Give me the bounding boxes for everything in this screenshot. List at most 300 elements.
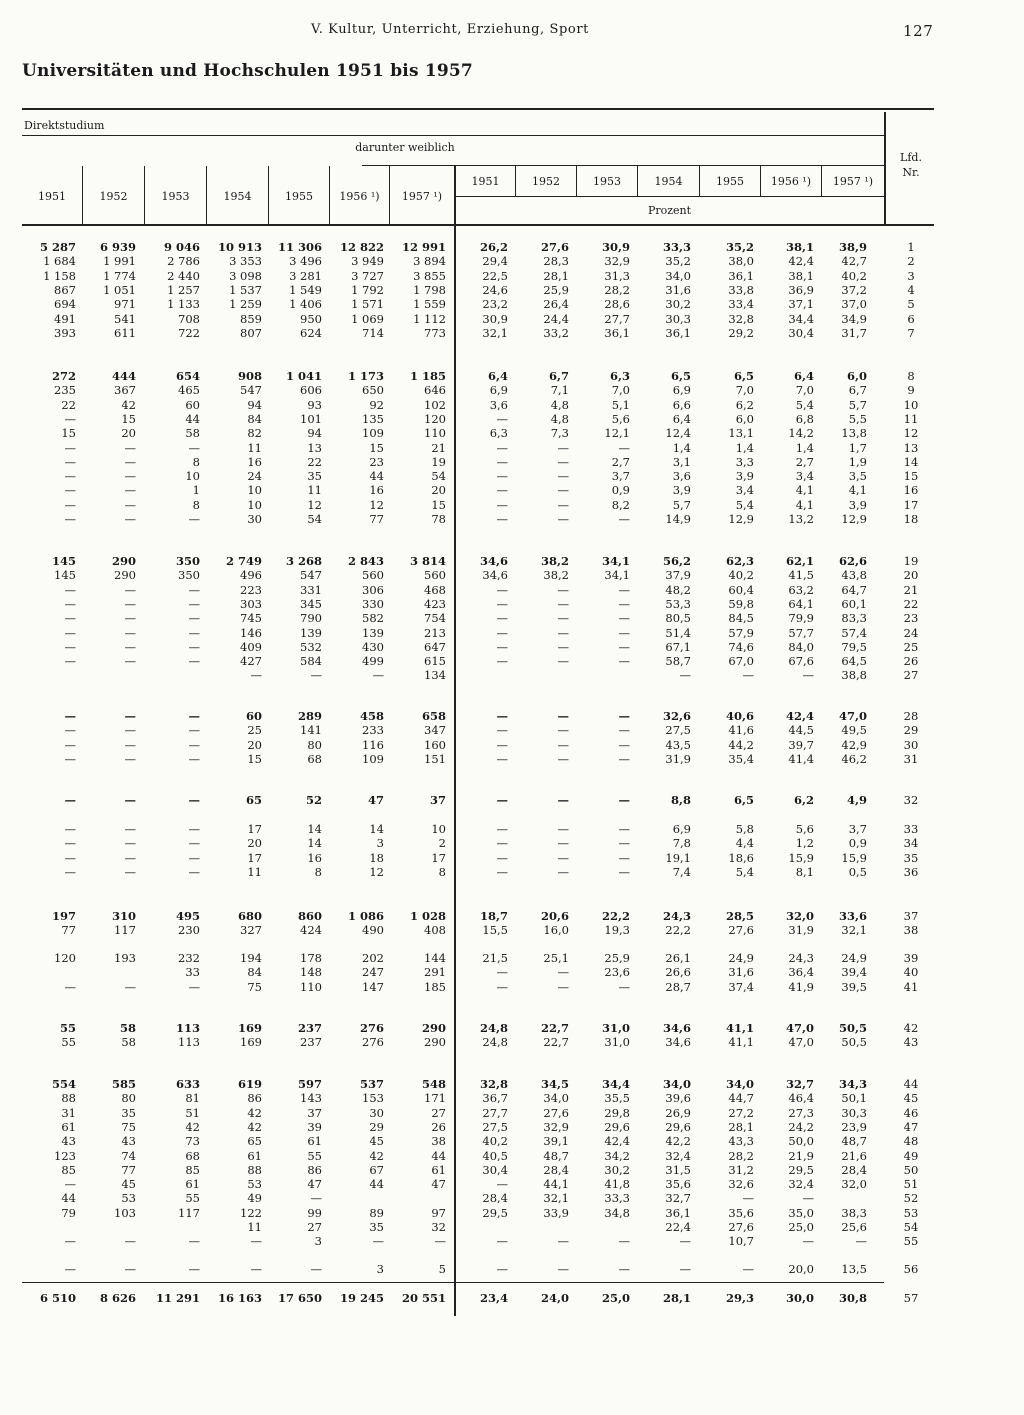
abs-value-cell: —	[64, 483, 76, 498]
abs-value-cell: 65	[245, 793, 262, 807]
pct-value-cell: —	[496, 965, 508, 980]
pct-value-cell: 15,5	[482, 923, 508, 938]
pct-value-cell: 44,1	[543, 1177, 569, 1192]
lfd-nr-cell: 36	[903, 864, 919, 879]
pct-value-cell: —	[496, 440, 508, 455]
pct-value-cell: —	[557, 454, 569, 469]
abs-value-cell: —	[124, 454, 136, 469]
pct-value-cell: —	[618, 822, 630, 836]
abs-value-cell: 8	[314, 864, 322, 879]
table-row	[0, 326, 1024, 340]
abs-value-cell: 1 257	[167, 282, 200, 297]
lfd-nr-cell: 31	[903, 751, 919, 766]
table-row	[0, 369, 1024, 383]
pct-value-cell: 4,1	[848, 483, 867, 498]
lfd-label: Lfd.	[900, 151, 922, 164]
pct-value-cell: —	[496, 483, 508, 498]
abs-value-cell: 17 650	[277, 1291, 322, 1305]
lfd-nr-cell: 45	[903, 1091, 919, 1106]
lfd-nr-cell: 3	[907, 268, 915, 283]
abs-value-cell: 110	[300, 979, 322, 994]
abs-value-cell: 27	[307, 1220, 322, 1234]
abs-year-header: 1955	[285, 190, 313, 203]
table-row	[0, 611, 1024, 625]
pct-value-cell: 60,4	[728, 582, 754, 597]
abs-value-cell: 10	[247, 497, 262, 512]
abs-value-cell: 2 440	[167, 268, 200, 283]
pct-value-cell: 32,0	[785, 909, 814, 923]
pct-value-cell: 35,0	[788, 1205, 814, 1220]
pct-value-cell: 3,7	[611, 469, 630, 484]
abs-value-cell: 650	[362, 383, 384, 398]
abs-value-cell: 495	[175, 909, 200, 923]
pct-value-cell: 22,2	[665, 923, 691, 938]
abs-value-cell: 102	[424, 397, 446, 412]
pct-value-cell: 36,1	[604, 325, 630, 340]
abs-value-cell: —	[124, 864, 136, 879]
lfd-nr-cell: 52	[903, 1191, 919, 1206]
pct-value-cell: 28,3	[543, 254, 569, 269]
abs-value-cell: 3 098	[229, 268, 262, 283]
abs-year-header: 1957 ¹)	[401, 190, 443, 203]
pct-value-cell: 43,5	[665, 737, 691, 752]
pct-value-cell: 4,1	[795, 483, 814, 498]
abs-value-cell: 773	[424, 325, 446, 340]
abs-value-cell: 42	[247, 1105, 262, 1120]
abs-value-cell: —	[124, 596, 136, 611]
pct-value-cell: 6,5	[733, 793, 754, 807]
abs-value-cell: —	[188, 1262, 200, 1276]
pct-value-cell: 6,2	[735, 397, 754, 412]
pct-value-cell: 3,6	[489, 397, 508, 412]
abs-value-cell: —	[188, 639, 200, 654]
abs-value-cell: 44	[369, 469, 384, 484]
lfd-nr-cell: 19	[903, 554, 919, 568]
pct-value-cell: 49,5	[841, 723, 867, 738]
abs-value-cell: 3 496	[289, 254, 322, 269]
pct-value-cell: 29,6	[665, 1119, 691, 1134]
pct-value-cell: 47,0	[788, 1035, 814, 1050]
table-row	[0, 254, 1024, 268]
pct-value-cell: 14,9	[665, 512, 691, 526]
abs-value-cell: 310	[111, 909, 136, 923]
abs-value-cell: 43	[61, 1134, 76, 1149]
pct-value-cell: —	[557, 1262, 569, 1276]
pct-value-cell: 31,5	[665, 1162, 691, 1177]
table-row	[0, 1077, 1024, 1091]
abs-value-cell: 92	[369, 397, 384, 412]
abs-value-cell: 1 133	[167, 297, 200, 312]
table-row	[0, 455, 1024, 469]
pct-value-cell: 22,7	[540, 1021, 569, 1035]
abs-value-cell: 25	[247, 723, 262, 738]
pct-value-cell: 13,8	[841, 426, 867, 441]
pct-value-cell: 42,4	[788, 254, 814, 269]
abs-value-cell: 233	[362, 723, 384, 738]
abs-value-cell: 120	[54, 951, 76, 965]
abs-value-cell: 3 281	[289, 268, 322, 283]
abs-value-cell: 47	[307, 1177, 322, 1192]
pct-value-cell: 3,5	[848, 469, 867, 484]
table-row	[0, 640, 1024, 654]
abs-value-cell: 77	[369, 512, 384, 526]
abs-value-cell: 1 041	[285, 369, 322, 383]
pct-value-cell: 5,7	[848, 397, 867, 412]
pct-value-cell: 24,3	[788, 951, 814, 965]
abs-value-cell: 1 051	[103, 282, 136, 297]
pct-value-cell: 38,2	[543, 568, 569, 583]
pct-value-cell: 50,5	[841, 1035, 867, 1050]
pct-value-cell: 37,2	[841, 282, 867, 297]
pct-value-cell: 39,5	[841, 979, 867, 994]
pct-value-cell: 6,0	[735, 411, 754, 426]
abs-value-cell: 12	[369, 864, 384, 879]
abs-value-cell: 55	[61, 1035, 76, 1050]
abs-value-cell: 37	[307, 1105, 322, 1120]
abs-value-cell: —	[188, 611, 200, 626]
pct-value-cell: 3,4	[735, 483, 754, 498]
pct-value-cell: —	[557, 751, 569, 766]
pct-value-cell: 36,4	[788, 965, 814, 980]
abs-value-cell: 52	[305, 793, 322, 807]
abs-value-cell: 14	[307, 822, 322, 836]
abs-value-cell: 99	[307, 1205, 322, 1220]
table-row	[0, 1191, 1024, 1205]
pct-value-cell: 32,1	[841, 923, 867, 938]
pct-value-cell: 48,7	[841, 1134, 867, 1149]
abs-value-cell: —	[188, 654, 200, 669]
abs-value-cell: 54	[431, 469, 446, 484]
pct-value-cell: 30,9	[482, 311, 508, 326]
abs-value-cell: 619	[237, 1077, 262, 1091]
abs-value-cell: 11	[307, 483, 322, 498]
abs-value-cell: 77	[61, 923, 76, 938]
lfd-nr-cell: 28	[903, 709, 919, 723]
pct-value-cell: 26,6	[665, 965, 691, 980]
pct-value-cell: 26,2	[479, 240, 508, 254]
pct-value-cell: 3,3	[735, 454, 754, 469]
abs-value-cell: 3 268	[285, 554, 322, 568]
abs-value-cell: 44	[431, 1148, 446, 1163]
pct-value-cell: 24,9	[728, 951, 754, 965]
pct-value-cell: 28,1	[543, 268, 569, 283]
abs-value-cell: 68	[185, 1148, 200, 1163]
pct-value-cell: 21,6	[841, 1148, 867, 1163]
abs-value-cell: 185	[424, 979, 446, 994]
abs-value-cell: —	[64, 582, 76, 597]
table-row	[0, 836, 1024, 850]
pct-value-cell: —	[618, 793, 630, 807]
abs-value-cell: 22	[307, 454, 322, 469]
table-row	[0, 1021, 1024, 1035]
lfd-nr-cell: 25	[903, 639, 919, 654]
pct-value-cell: 5,5	[848, 411, 867, 426]
abs-year-header: 1952	[99, 190, 128, 203]
pct-value-cell: 74,6	[728, 639, 754, 654]
table-row	[0, 654, 1024, 668]
pct-value-cell: 28,7	[665, 979, 691, 994]
pct-value-cell: 10,7	[728, 1234, 754, 1249]
pct-value-cell: 38,9	[838, 240, 867, 254]
pct-value-cell: 44,5	[788, 723, 814, 738]
table-row	[0, 297, 1024, 311]
abs-value-cell: 12	[369, 497, 384, 512]
pct-value-cell: 12,4	[665, 426, 691, 441]
abs-value-cell: 3 855	[413, 268, 446, 283]
pct-value-cell: 40,2	[841, 268, 867, 283]
table-row	[0, 583, 1024, 597]
lfd-nr-cell: 29	[903, 723, 919, 738]
pct-value-cell: 0,9	[848, 836, 867, 851]
abs-value-cell: —	[64, 1262, 76, 1276]
pct-value-cell: 8,1	[795, 864, 814, 879]
abs-value-cell: —	[188, 723, 200, 738]
pct-value-cell: 6,7	[848, 383, 867, 398]
abs-value-cell: 8	[192, 497, 200, 512]
abs-value-cell: 582	[362, 611, 384, 626]
abs-value-cell: 496	[240, 568, 262, 583]
abs-value-cell: 714	[362, 325, 384, 340]
pct-value-cell: 22,5	[482, 268, 508, 283]
pct-value-cell: —	[557, 440, 569, 455]
pct-value-cell: 28,4	[543, 1162, 569, 1177]
abs-value-cell: 123	[54, 1148, 76, 1163]
abs-value-cell: 680	[237, 909, 262, 923]
pct-value-cell: 34,4	[788, 311, 814, 326]
pct-value-cell: 5,6	[611, 411, 630, 426]
abs-value-cell: 19 245	[339, 1291, 384, 1305]
pct-value-cell: —	[679, 1262, 691, 1276]
table-row	[0, 980, 1024, 994]
abs-value-cell: 303	[240, 596, 262, 611]
abs-value-cell: 169	[237, 1021, 262, 1035]
pct-value-cell: 7,0	[611, 383, 630, 398]
lfd-nr-cell: 17	[903, 497, 919, 512]
abs-value-cell: 20 551	[401, 1291, 446, 1305]
pct-value-cell: 31,9	[665, 751, 691, 766]
abs-value-cell: —	[250, 1262, 262, 1276]
abs-value-cell: —	[124, 751, 136, 766]
table-row	[0, 851, 1024, 865]
abs-year-header: 1954	[223, 190, 252, 203]
abs-value-cell: 694	[54, 297, 76, 312]
pct-value-cell: 80,5	[665, 611, 691, 626]
pct-value-cell: 32,9	[543, 1119, 569, 1134]
pct-value-cell: 25,0	[788, 1220, 814, 1234]
abs-value-cell: 393	[54, 325, 76, 340]
pct-value-cell: 26,1	[665, 951, 691, 965]
pct-value-cell: 32,7	[665, 1191, 691, 1206]
abs-value-cell: 101	[300, 411, 322, 426]
abs-value-cell: —	[64, 625, 76, 640]
pct-value-cell: 40,2	[482, 1134, 508, 1149]
pct-value-cell: 48,7	[543, 1148, 569, 1163]
pct-value-cell: 34,5	[540, 1077, 569, 1091]
pct-value-cell: —	[557, 864, 569, 879]
abs-value-cell: 193	[114, 951, 136, 965]
abs-value-cell: 74	[121, 1148, 136, 1163]
abs-value-cell: 12 991	[401, 240, 446, 254]
abs-value-cell: —	[188, 822, 200, 836]
pct-value-cell: —	[496, 497, 508, 512]
pct-value-cell: 27,7	[482, 1105, 508, 1120]
pct-value-cell: 32,1	[543, 1191, 569, 1206]
pct-value-cell: 6,9	[489, 383, 508, 398]
abs-value-cell: 1 028	[409, 909, 446, 923]
abs-value-cell: 237	[300, 1035, 322, 1050]
pct-value-cell: —	[496, 1262, 508, 1276]
abs-value-cell: 276	[362, 1035, 384, 1050]
abs-value-cell: 21	[431, 440, 446, 455]
abs-value-cell: —	[188, 440, 200, 455]
abs-value-cell: —	[124, 822, 136, 836]
pct-value-cell: 44,7	[728, 1091, 754, 1106]
pct-value-cell: —	[557, 723, 569, 738]
abs-value-cell: 11	[247, 1220, 262, 1234]
abs-value-cell: —	[64, 709, 76, 723]
pct-value-cell: 34,8	[604, 1205, 630, 1220]
pct-value-cell: 19,3	[604, 923, 630, 938]
pct-value-cell: 34,6	[662, 1021, 691, 1035]
abs-value-cell: 15	[247, 751, 262, 766]
pct-value-cell: —	[618, 1234, 630, 1249]
abs-value-cell: 122	[240, 1205, 262, 1220]
abs-value-cell: 16	[307, 850, 322, 865]
pct-value-cell: 34,6	[482, 568, 508, 583]
abs-value-cell: 13	[307, 440, 322, 455]
abs-value-cell: 145	[54, 568, 76, 583]
abs-value-cell: 1 112	[413, 311, 446, 326]
pct-value-cell: 46,2	[841, 751, 867, 766]
abs-value-cell: 1 991	[103, 254, 136, 269]
table-row	[0, 822, 1024, 836]
pct-value-cell: 39,4	[841, 965, 867, 980]
pct-value-cell: 31,7	[841, 325, 867, 340]
pct-value-cell: 34,1	[604, 568, 630, 583]
table-title: Universitäten und Hochschulen 1951 bis 1957	[22, 61, 473, 81]
pct-value-cell: 27,2	[728, 1105, 754, 1120]
abs-value-cell: 54	[307, 512, 322, 526]
abs-value-cell: —	[188, 864, 200, 879]
pct-value-cell: 43,3	[728, 1134, 754, 1149]
abs-value-cell: 43	[121, 1134, 136, 1149]
abs-value-cell: 1 571	[351, 297, 384, 312]
pct-value-cell: 3,4	[795, 469, 814, 484]
abs-value-cell: 611	[114, 325, 136, 340]
pct-value-cell: 44,2	[728, 737, 754, 752]
pct-value-cell: 58,7	[665, 654, 691, 669]
pct-value-cell: 6,3	[609, 369, 630, 383]
pct-value-cell: 42,7	[841, 254, 867, 269]
abs-value-cell: 109	[362, 751, 384, 766]
abs-value-cell: 117	[114, 923, 136, 938]
pct-value-cell: 37,1	[788, 297, 814, 312]
abs-value-cell: 61	[307, 1134, 322, 1149]
abs-value-cell: 23	[369, 454, 384, 469]
abs-value-cell: 61	[247, 1148, 262, 1163]
abs-value-cell: 67	[369, 1162, 384, 1177]
pct-value-cell: 29,5	[788, 1162, 814, 1177]
pct-value-cell: 28,4	[841, 1162, 867, 1177]
lfd-nr-cell: 11	[903, 411, 919, 426]
lfd-nr-cell: 41	[903, 979, 919, 994]
table-row	[0, 512, 1024, 526]
pct-value-cell: —	[742, 1262, 754, 1276]
pct-value-cell: 56,2	[662, 554, 691, 568]
abs-value-cell: 151	[424, 751, 446, 766]
pct-year-header: 1956 ¹)	[770, 175, 812, 188]
pct-value-cell: —	[496, 737, 508, 752]
abs-value-cell: 458	[359, 709, 384, 723]
pct-value-cell: 5,6	[795, 822, 814, 836]
pct-value-cell: 53,3	[665, 596, 691, 611]
abs-value-cell: —	[188, 709, 200, 723]
pct-value-cell: 35,6	[665, 1177, 691, 1192]
abs-value-cell: 61	[185, 1177, 200, 1192]
abs-value-cell: 427	[240, 654, 262, 669]
abs-value-cell: —	[64, 751, 76, 766]
pct-value-cell: 6,9	[672, 822, 691, 836]
pct-value-cell: 38,0	[728, 254, 754, 269]
pct-value-cell: 4,4	[735, 836, 754, 851]
abs-value-cell: 139	[300, 625, 322, 640]
pct-value-cell: 5,4	[735, 864, 754, 879]
pct-value-cell: 12,1	[604, 426, 630, 441]
pct-value-cell: 30,8	[838, 1291, 867, 1305]
table-row	[0, 483, 1024, 497]
abs-value-cell: 11 291	[155, 1291, 200, 1305]
abs-value-cell: 53	[247, 1177, 262, 1192]
pct-value-cell: 33,6	[838, 909, 867, 923]
abs-value-cell: 33	[185, 965, 200, 980]
abs-value-cell: 290	[114, 568, 136, 583]
abs-value-cell: 647	[424, 639, 446, 654]
pct-value-cell: 6,3	[489, 426, 508, 441]
table-row	[0, 1262, 1024, 1276]
pct-value-cell: 34,0	[665, 268, 691, 283]
lfd-nr-cell: 42	[903, 1021, 919, 1035]
pct-value-cell: 64,1	[788, 596, 814, 611]
abs-value-cell: 65	[247, 1134, 262, 1149]
pct-value-cell: —	[496, 723, 508, 738]
pct-value-cell: 30,9	[601, 240, 630, 254]
abs-value-cell: 624	[300, 325, 322, 340]
abs-value-cell: 86	[247, 1091, 262, 1106]
abs-value-cell: 45	[369, 1134, 384, 1149]
abs-value-cell: 235	[54, 383, 76, 398]
abs-value-cell: 14	[369, 822, 384, 836]
abs-value-cell: 144	[424, 951, 446, 965]
abs-value-cell: —	[64, 1234, 76, 1249]
abs-value-cell: 35	[121, 1105, 136, 1120]
pct-value-cell: 41,4	[788, 751, 814, 766]
pct-value-cell: 4,8	[550, 411, 569, 426]
pct-value-cell: 38,8	[841, 668, 867, 683]
pct-value-cell: 59,8	[728, 596, 754, 611]
abs-value-cell: 80	[307, 737, 322, 752]
pct-value-cell: 47,0	[785, 1021, 814, 1035]
abs-value-cell: 327	[240, 923, 262, 938]
table-row	[0, 1206, 1024, 1220]
abs-value-cell: 289	[297, 709, 322, 723]
pct-value-cell: 7,0	[735, 383, 754, 398]
pct-value-cell: 23,4	[479, 1291, 508, 1305]
pct-value-cell: 39,1	[543, 1134, 569, 1149]
pct-value-cell: 31,3	[604, 268, 630, 283]
pct-value-cell: 32,8	[479, 1077, 508, 1091]
abs-value-cell: 75	[121, 1119, 136, 1134]
pct-value-cell: 1,2	[795, 836, 814, 851]
